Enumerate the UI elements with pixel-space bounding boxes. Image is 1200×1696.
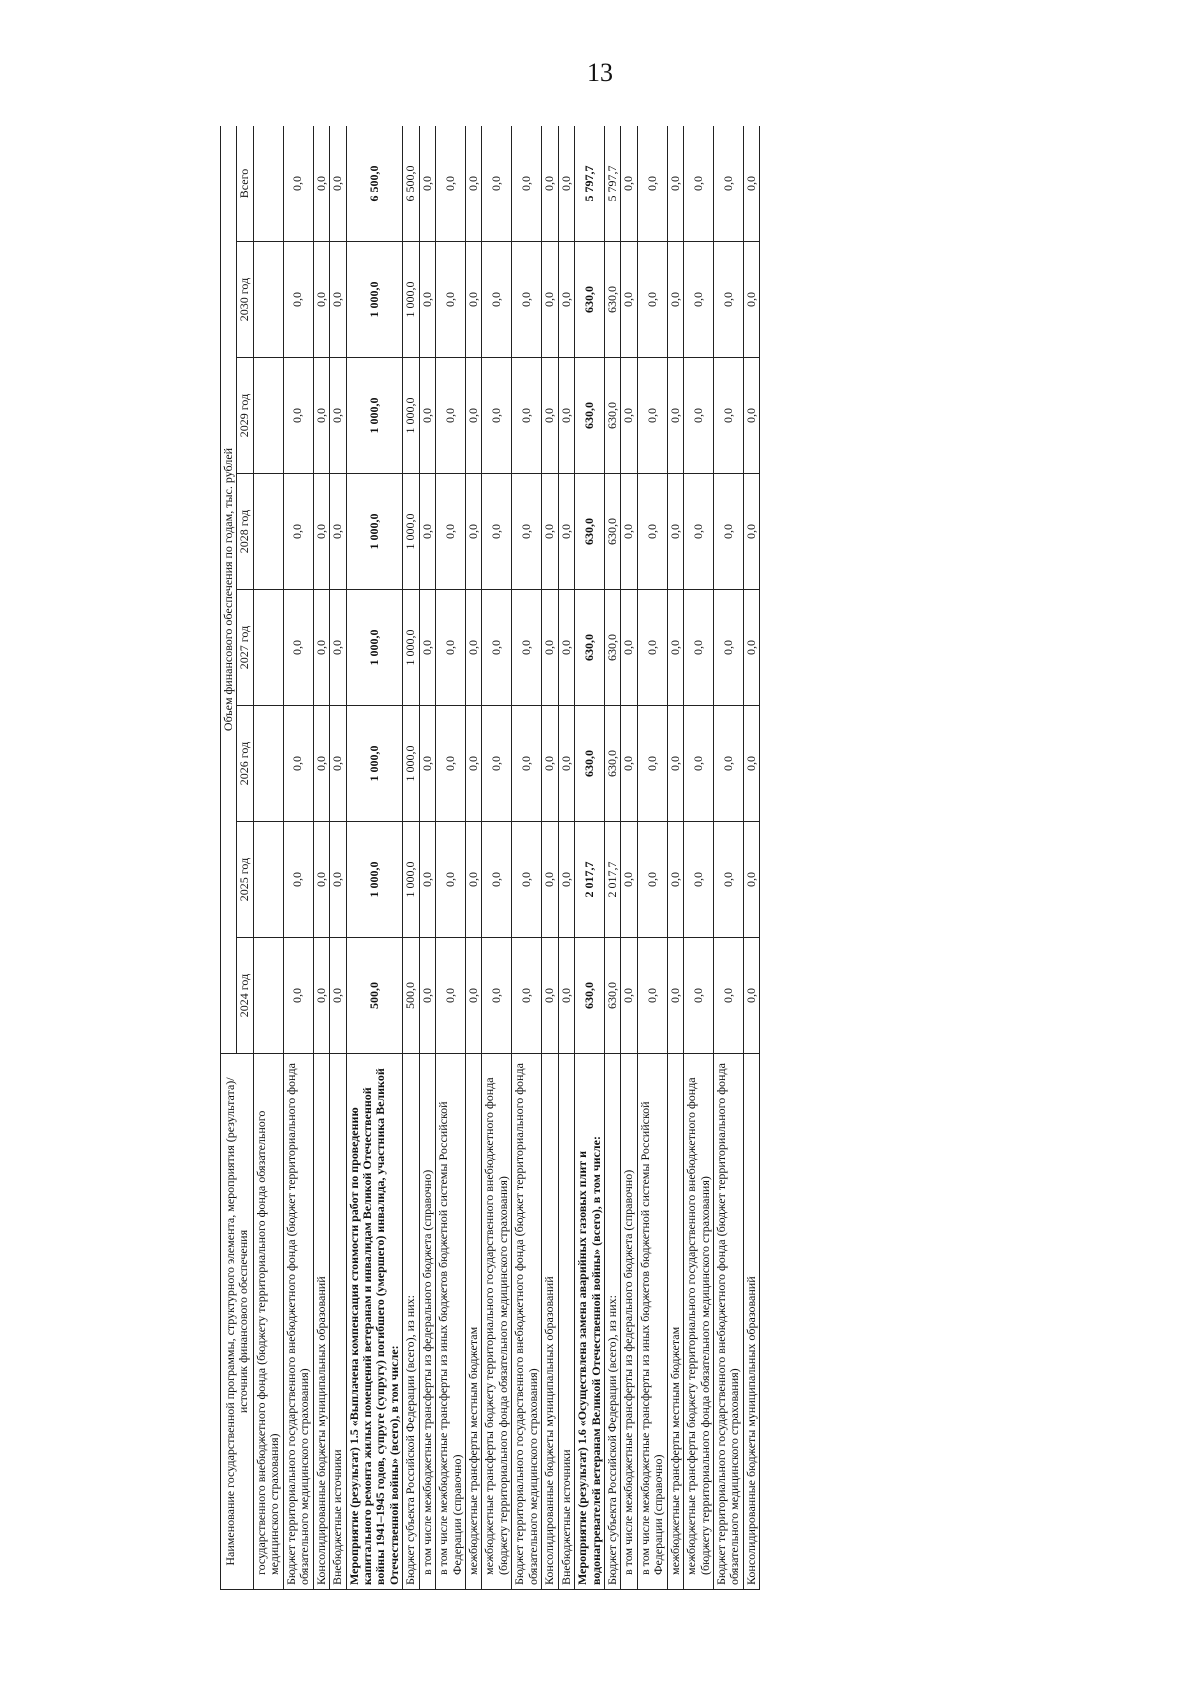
value-cell: 0,0 (436, 938, 466, 1054)
value-cell: 0,0 (684, 938, 714, 1054)
table-row (466, 126, 482, 1590)
table-row (283, 126, 313, 1590)
value-cell: 0,0 (621, 706, 637, 822)
value-cell: 0,0 (743, 822, 759, 938)
value-cell: 1 000,0 (403, 242, 419, 358)
table-row (403, 126, 419, 1590)
value-cell: 0,0 (714, 822, 744, 938)
value-cell (253, 474, 283, 590)
value-cell: 2 017,7 (575, 822, 605, 938)
value-cell: 5 797,7 (575, 126, 605, 242)
value-cell: 0,0 (558, 938, 574, 1054)
value-cell: 0,0 (542, 706, 558, 822)
value-cell: 0,0 (684, 706, 714, 822)
value-cell: 0,0 (637, 126, 667, 242)
table-row (542, 126, 558, 1590)
page-number: 13 (587, 58, 613, 87)
row-name-cell: межбюджетные трансферты бюджету территориального государственного внебюджетного фонда (бюджету территориального фонда обязательного медицинского страхования) (684, 1054, 714, 1590)
value-cell: 0,0 (466, 938, 482, 1054)
value-cell: 0,0 (466, 358, 482, 474)
value-cell: 630,0 (604, 474, 620, 590)
value-cell: 0,0 (283, 126, 313, 242)
value-cell: 0,0 (743, 590, 759, 706)
value-cell: 0,0 (667, 938, 683, 1054)
value-cell: 630,0 (575, 474, 605, 590)
row-name-cell: государственного внебюджетного фонда (бюджету территориального фонда обязательного медицинского страхования) (253, 1054, 283, 1590)
value-cell: 1 000,0 (403, 358, 419, 474)
value-cell: 0,0 (512, 474, 542, 590)
table-row (621, 126, 637, 1590)
table-row (637, 126, 667, 1590)
row-name-cell: Консолидированные бюджеты муниципальных образований (542, 1054, 558, 1590)
value-cell: 0,0 (482, 590, 512, 706)
value-cell: 0,0 (482, 358, 512, 474)
row-name-cell: межбюджетные трансферты бюджету территориального государственного внебюджетного фонда (бюджету территориального фонда обязательного медицинского страхования) (482, 1054, 512, 1590)
value-cell: 0,0 (621, 938, 637, 1054)
row-name-cell: Бюджет территориального государственного внебюджетного фонда (бюджет территориального фонда обязательного медицинского страхования) (512, 1054, 542, 1590)
value-cell: 6 500,0 (346, 126, 403, 242)
value-cell: 0,0 (466, 242, 482, 358)
value-cell: 1 000,0 (346, 242, 403, 358)
value-cell: 0,0 (743, 474, 759, 590)
row-name-cell: в том числе межбюджетные трансферты из федерального бюджета (справочно) (419, 1054, 435, 1590)
value-cell: 0,0 (436, 358, 466, 474)
value-cell: 0,0 (637, 938, 667, 1054)
financing-table (220, 126, 760, 1590)
value-cell: 0,0 (330, 474, 346, 590)
value-cell: 0,0 (466, 474, 482, 590)
value-cell (253, 242, 283, 358)
value-cell: 0,0 (714, 590, 744, 706)
value-cell: 0,0 (482, 126, 512, 242)
value-cell: 0,0 (419, 358, 435, 474)
value-cell: 0,0 (684, 474, 714, 590)
value-cell: 0,0 (283, 590, 313, 706)
value-cell: 0,0 (714, 126, 744, 242)
value-cell: 500,0 (403, 938, 419, 1054)
value-cell: 0,0 (313, 938, 329, 1054)
table-row (313, 126, 329, 1590)
value-cell (253, 126, 283, 242)
value-cell: 0,0 (637, 242, 667, 358)
value-cell: 0,0 (621, 590, 637, 706)
value-cell: 0,0 (313, 474, 329, 590)
row-name-cell: в том числе межбюджетные трансферты из иных бюджетов бюджетной системы Российской Федерации (справочно) (436, 1054, 466, 1590)
header-group-cell: Объем финансового обеспечения по годам, тыс. рублей (221, 126, 237, 1054)
value-cell: 630,0 (575, 358, 605, 474)
value-cell: 0,0 (436, 822, 466, 938)
value-cell: 1 000,0 (346, 822, 403, 938)
value-cell: 0,0 (743, 242, 759, 358)
value-cell: 0,0 (419, 474, 435, 590)
value-cell: 0,0 (667, 590, 683, 706)
header-row-group (221, 126, 237, 1590)
value-cell: 0,0 (684, 126, 714, 242)
value-cell: 0,0 (684, 590, 714, 706)
header-year-cell: 2025 год (237, 822, 253, 938)
value-cell: 6 500,0 (403, 126, 419, 242)
value-cell: 0,0 (558, 474, 574, 590)
value-cell: 0,0 (637, 822, 667, 938)
value-cell: 0,0 (714, 938, 744, 1054)
header-year-cell: Всего (237, 126, 253, 242)
header-year-cell: 2027 год (237, 590, 253, 706)
value-cell: 0,0 (330, 126, 346, 242)
value-cell: 0,0 (330, 358, 346, 474)
value-cell: 0,0 (466, 590, 482, 706)
value-cell: 0,0 (436, 242, 466, 358)
value-cell: 0,0 (621, 126, 637, 242)
value-cell: 0,0 (436, 706, 466, 822)
value-cell: 0,0 (419, 706, 435, 822)
value-cell: 0,0 (436, 126, 466, 242)
value-cell: 0,0 (482, 938, 512, 1054)
table-row (436, 126, 466, 1590)
value-cell: 0,0 (542, 126, 558, 242)
value-cell: 0,0 (512, 358, 542, 474)
value-cell: 0,0 (621, 358, 637, 474)
header-year-cell: 2029 год (237, 358, 253, 474)
value-cell: 0,0 (743, 938, 759, 1054)
value-cell: 0,0 (637, 474, 667, 590)
table-row (346, 126, 403, 1590)
value-cell: 0,0 (558, 706, 574, 822)
value-cell: 0,0 (667, 706, 683, 822)
value-cell (253, 822, 283, 938)
value-cell: 630,0 (604, 590, 620, 706)
row-name-cell: Бюджет субъекта Российской Федерации (всего), из них: (403, 1054, 419, 1590)
value-cell: 0,0 (512, 822, 542, 938)
value-cell: 630,0 (604, 242, 620, 358)
table-row (558, 126, 574, 1590)
value-cell: 0,0 (512, 242, 542, 358)
value-cell (253, 938, 283, 1054)
value-cell: 0,0 (512, 706, 542, 822)
table-row (684, 126, 714, 1590)
value-cell: 0,0 (667, 126, 683, 242)
value-cell: 0,0 (667, 358, 683, 474)
value-cell: 0,0 (482, 706, 512, 822)
value-cell: 0,0 (621, 242, 637, 358)
value-cell: 0,0 (558, 590, 574, 706)
value-cell: 0,0 (283, 822, 313, 938)
value-cell: 0,0 (558, 358, 574, 474)
row-name-cell: Консолидированные бюджеты муниципальных образований (743, 1054, 759, 1590)
value-cell: 0,0 (512, 126, 542, 242)
row-name-cell: Консолидированные бюджеты муниципальных образований (313, 1054, 329, 1590)
value-cell: 1 000,0 (403, 706, 419, 822)
value-cell: 0,0 (330, 242, 346, 358)
value-cell: 630,0 (575, 590, 605, 706)
value-cell: 0,0 (313, 242, 329, 358)
table-row (419, 126, 435, 1590)
table-row (575, 126, 605, 1590)
row-name-cell: Бюджет территориального государственного внебюджетного фонда (бюджет территориального фонда обязательного медицинского страхования) (714, 1054, 744, 1590)
value-cell: 0,0 (621, 822, 637, 938)
value-cell: 0,0 (419, 822, 435, 938)
value-cell: 0,0 (743, 126, 759, 242)
value-cell: 0,0 (482, 822, 512, 938)
value-cell: 0,0 (283, 358, 313, 474)
row-name-cell: Внебюджетные источники (330, 1054, 346, 1590)
value-cell: 630,0 (575, 938, 605, 1054)
value-cell: 0,0 (714, 474, 744, 590)
table-row (743, 126, 759, 1590)
row-name-cell: межбюджетные трансферты местным бюджетам (466, 1054, 482, 1590)
value-cell: 1 000,0 (346, 706, 403, 822)
value-cell: 0,0 (313, 706, 329, 822)
table-row (714, 126, 744, 1590)
value-cell: 0,0 (684, 822, 714, 938)
row-name-cell: Мероприятие (результат) 1.6 «Осуществлена замена аварийных газовых плит и водонагревателей ветеранам Великой Отечественной войны» (всего), в том числе: (575, 1054, 605, 1590)
value-cell: 630,0 (575, 242, 605, 358)
value-cell: 1 000,0 (403, 822, 419, 938)
row-name-cell: Бюджет территориального государственного внебюджетного фонда (бюджет территориального фонда обязательного медицинского страхования) (283, 1054, 313, 1590)
value-cell: 0,0 (419, 590, 435, 706)
value-cell: 0,0 (637, 706, 667, 822)
value-cell: 5 797,7 (604, 126, 620, 242)
value-cell: 0,0 (558, 822, 574, 938)
value-cell: 0,0 (542, 590, 558, 706)
value-cell: 0,0 (466, 706, 482, 822)
value-cell: 0,0 (313, 126, 329, 242)
value-cell: 0,0 (283, 242, 313, 358)
value-cell: 0,0 (482, 474, 512, 590)
row-name-cell: Бюджет субъекта Российской Федерации (всего), из них: (604, 1054, 620, 1590)
value-cell: 1 000,0 (346, 474, 403, 590)
value-cell: 0,0 (419, 242, 435, 358)
value-cell: 0,0 (714, 706, 744, 822)
row-name-cell: межбюджетные трансферты местным бюджетам (667, 1054, 683, 1590)
value-cell: 2 017,7 (604, 822, 620, 938)
header-year-cell: 2028 год (237, 474, 253, 590)
value-cell: 0,0 (313, 590, 329, 706)
value-cell: 1 000,0 (346, 590, 403, 706)
value-cell: 1 000,0 (403, 474, 419, 590)
value-cell: 0,0 (684, 358, 714, 474)
value-cell: 0,0 (714, 358, 744, 474)
header-year-cell: 2030 год (237, 242, 253, 358)
table-row (482, 126, 512, 1590)
value-cell: 0,0 (436, 590, 466, 706)
table-row (604, 126, 620, 1590)
table-body (253, 126, 759, 1590)
value-cell: 0,0 (419, 126, 435, 242)
value-cell: 0,0 (512, 590, 542, 706)
table-row (253, 126, 283, 1590)
rotated-table-area (220, 126, 1110, 1590)
value-cell: 0,0 (558, 242, 574, 358)
value-cell: 500,0 (346, 938, 403, 1054)
value-cell: 1 000,0 (346, 358, 403, 474)
value-cell: 0,0 (714, 242, 744, 358)
table-row (330, 126, 346, 1590)
value-cell: 0,0 (512, 938, 542, 1054)
row-name-cell: в том числе межбюджетные трансферты из федерального бюджета (справочно) (621, 1054, 637, 1590)
value-cell: 0,0 (283, 474, 313, 590)
header-year-cell: 2026 год (237, 706, 253, 822)
value-cell: 0,0 (558, 126, 574, 242)
value-cell: 0,0 (330, 590, 346, 706)
value-cell: 0,0 (684, 242, 714, 358)
value-cell: 0,0 (283, 938, 313, 1054)
rotated-table-container (220, 126, 1110, 1590)
value-cell: 630,0 (604, 938, 620, 1054)
value-cell: 0,0 (667, 474, 683, 590)
table-row (667, 126, 683, 1590)
value-cell: 0,0 (542, 938, 558, 1054)
header-year-cell: 2024 год (237, 938, 253, 1054)
value-cell: 0,0 (542, 822, 558, 938)
value-cell (253, 706, 283, 822)
table-row (512, 126, 542, 1590)
value-cell: 0,0 (466, 126, 482, 242)
value-cell: 0,0 (542, 358, 558, 474)
value-cell: 0,0 (743, 706, 759, 822)
value-cell: 0,0 (637, 590, 667, 706)
row-name-cell: Внебюджетные источники (558, 1054, 574, 1590)
value-cell: 0,0 (621, 474, 637, 590)
value-cell: 0,0 (330, 822, 346, 938)
value-cell: 0,0 (667, 242, 683, 358)
value-cell: 1 000,0 (403, 590, 419, 706)
value-cell: 0,0 (542, 242, 558, 358)
value-cell: 630,0 (604, 358, 620, 474)
value-cell: 0,0 (330, 938, 346, 1054)
value-cell: 0,0 (637, 358, 667, 474)
value-cell: 0,0 (313, 822, 329, 938)
value-cell (253, 590, 283, 706)
value-cell (253, 358, 283, 474)
value-cell: 0,0 (667, 822, 683, 938)
value-cell: 0,0 (283, 706, 313, 822)
value-cell: 0,0 (330, 706, 346, 822)
value-cell: 0,0 (743, 358, 759, 474)
value-cell: 0,0 (466, 822, 482, 938)
value-cell: 630,0 (575, 706, 605, 822)
value-cell: 0,0 (542, 474, 558, 590)
header-name-cell: Наименование государственной программы, структурного элемента, мероприятия (результата)/источник финансового обеспечения (221, 1054, 254, 1590)
row-name-cell: Мероприятие (результат) 1.5 «Выплачена компенсация стоимости работ по проведению капитального ремонта жилых помещений ветеранам и инвалидам Великой Отечественной войны 1941–1945 годов, супруге (супругу) погибшего (умершего) инвалида, участника Великой Отечественной войны» (всего), в том числе: (346, 1054, 403, 1590)
value-cell: 0,0 (436, 474, 466, 590)
value-cell: 0,0 (482, 242, 512, 358)
value-cell: 0,0 (419, 938, 435, 1054)
row-name-cell: в том числе межбюджетные трансферты из иных бюджетов бюджетной системы Российской Федерации (справочно) (637, 1054, 667, 1590)
value-cell: 0,0 (313, 358, 329, 474)
value-cell: 630,0 (604, 706, 620, 822)
